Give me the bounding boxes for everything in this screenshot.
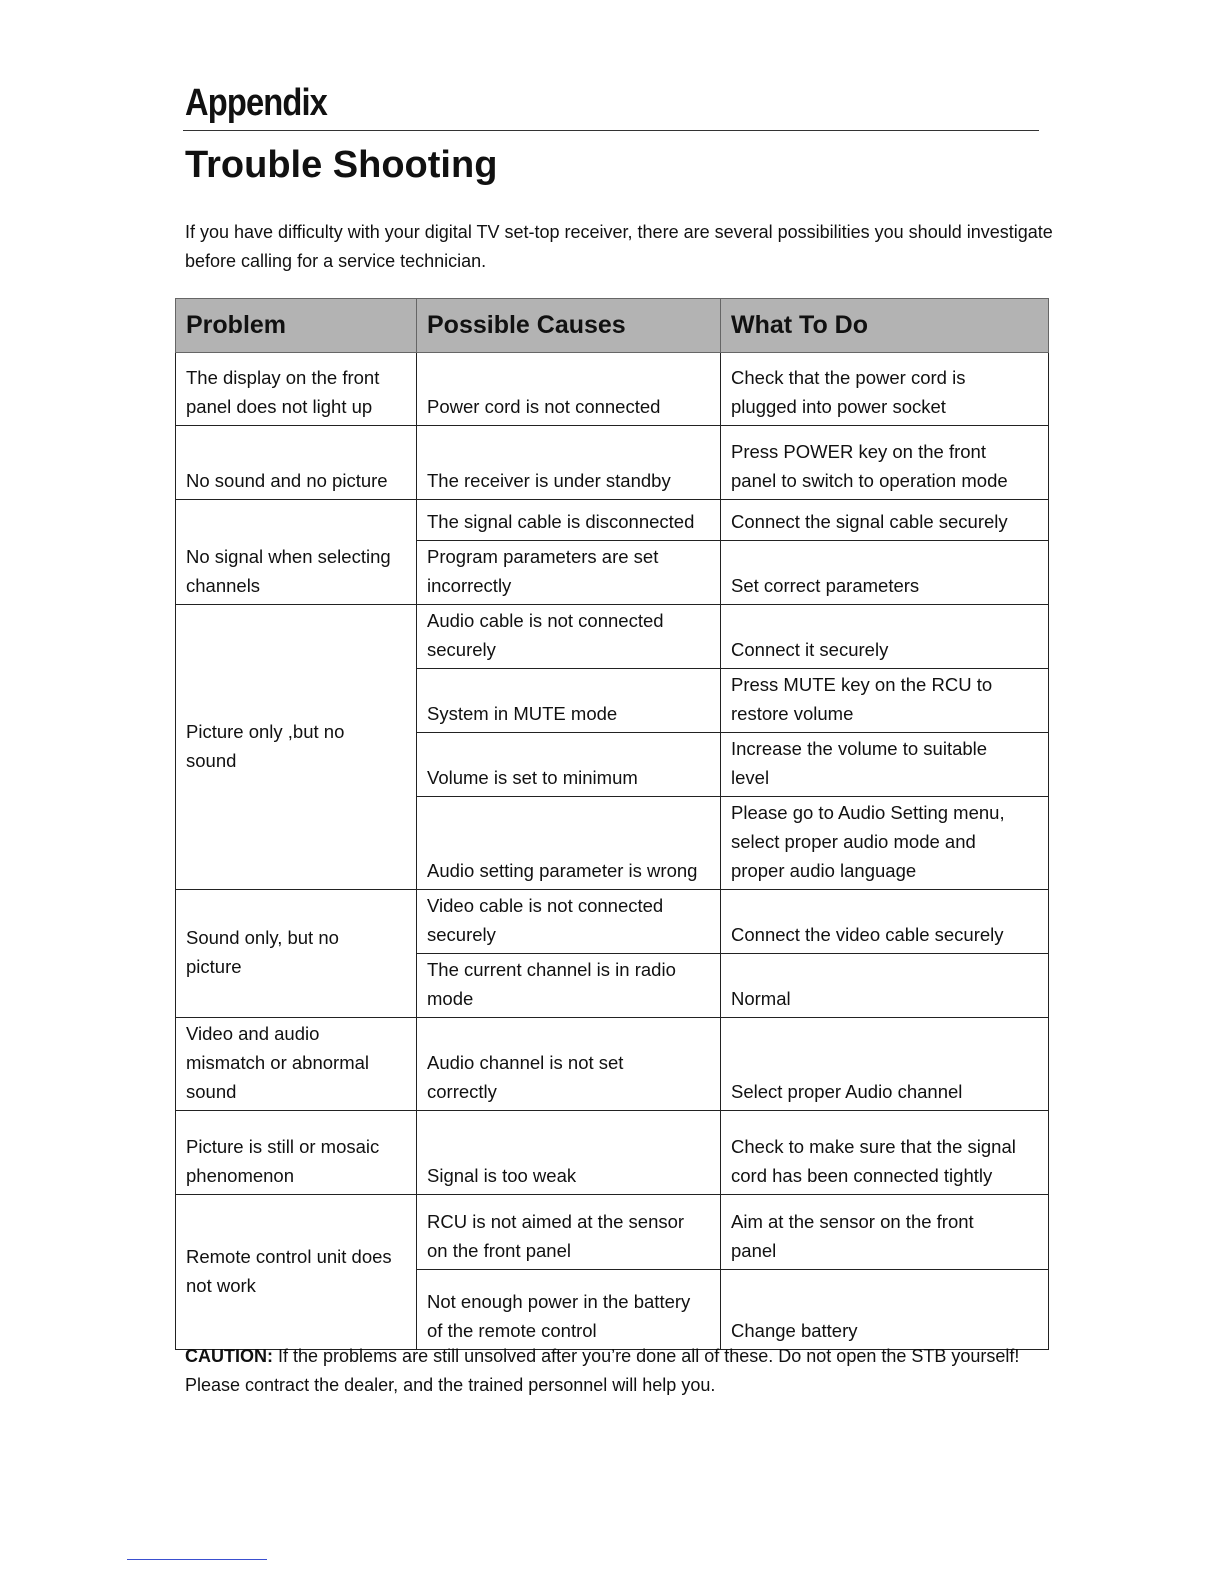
action-cell: Set correct parameters — [721, 541, 1049, 605]
cause-cell: System in MUTE mode — [417, 669, 721, 733]
action-cell: Select proper Audio channel — [721, 1018, 1049, 1111]
table-row — [176, 1195, 1049, 1270]
action-cell: Press MUTE key on the RCU to restore volume — [721, 669, 1049, 733]
table-row — [176, 353, 1049, 426]
cause-cell: Volume is set to minimum — [417, 733, 721, 797]
table-row — [176, 1111, 1049, 1195]
cause-cell: The signal cable is disconnected — [417, 500, 721, 541]
troubleshooting-table — [175, 298, 1049, 1350]
action-cell: Connect it securely — [721, 605, 1049, 669]
action-cell: Check to make sure that the signal cord has been connected tightly — [721, 1111, 1049, 1195]
table-header-row — [176, 299, 1049, 353]
cause-cell: Audio setting parameter is wrong — [417, 797, 721, 890]
action-cell: Connect the signal cable securely — [721, 500, 1049, 541]
caution-label: CAUTION: — [185, 1346, 273, 1366]
table-row — [176, 500, 1049, 541]
heading-rule — [183, 130, 1039, 131]
action-cell: Connect the video cable securely — [721, 890, 1049, 954]
intro-paragraph: If you have difficulty with your digital TV set-top receiver, there are several possibilities you should investigate before calling for a service technician. — [185, 222, 1053, 271]
header-possible-causes: Possible Causes — [417, 299, 721, 353]
action-cell: Normal — [721, 954, 1049, 1018]
table-row — [176, 890, 1049, 954]
table-row — [176, 605, 1049, 669]
cause-cell: The current channel is in radio mode — [417, 954, 721, 1018]
problem-cell: Sound only, but no picture — [176, 890, 417, 1018]
appendix-heading: Appendix — [185, 82, 328, 124]
header-what-to-do: What To Do — [721, 299, 1049, 353]
action-cell: Press POWER key on the front panel to switch to operation mode — [721, 426, 1049, 500]
problem-cell: Picture only ,but no sound — [176, 605, 417, 890]
problem-cell: No sound and no picture — [176, 426, 417, 500]
header-problem: Problem — [176, 299, 417, 353]
cause-cell: Audio cable is not connected securely — [417, 605, 721, 669]
cause-cell: The receiver is under standby — [417, 426, 721, 500]
cause-cell: Power cord is not connected — [417, 353, 721, 426]
action-cell: Please go to Audio Setting menu, select proper audio mode and proper audio language — [721, 797, 1049, 890]
cause-cell: Audio channel is not set correctly — [417, 1018, 721, 1111]
action-cell: Check that the power cord is plugged into power socket — [721, 353, 1049, 426]
cause-cell: RCU is not aimed at the sensor on the front panel — [417, 1195, 721, 1270]
action-cell: Change battery — [721, 1270, 1049, 1350]
caution-note — [185, 1342, 1055, 1400]
table-row — [176, 1018, 1049, 1111]
cause-cell: Signal is too weak — [417, 1111, 721, 1195]
problem-cell: No signal when selecting channels — [176, 500, 417, 605]
problem-cell: Picture is still or mosaic phenomenon — [176, 1111, 417, 1195]
problem-cell: The display on the front panel does not light up — [176, 353, 417, 426]
action-cell: Increase the volume to suitable level — [721, 733, 1049, 797]
problem-cell: Video and audio mismatch or abnormal sound — [176, 1018, 417, 1111]
caution-text: If the problems are still unsolved after you’re done all of these. Do not open the STB yourself! Please contract the dealer, and the trained personnel will help you. — [185, 1346, 1020, 1395]
page-title: Trouble Shooting — [185, 144, 498, 186]
cause-cell: Video cable is not connected securely — [417, 890, 721, 954]
problem-cell: Remote control unit does not work — [176, 1195, 417, 1350]
table-row — [176, 426, 1049, 500]
action-cell: Aim at the sensor on the front panel — [721, 1195, 1049, 1270]
footer-line — [127, 1559, 267, 1560]
cause-cell: Program parameters are set incorrectly — [417, 541, 721, 605]
cause-cell: Not enough power in the battery of the remote control — [417, 1270, 721, 1350]
